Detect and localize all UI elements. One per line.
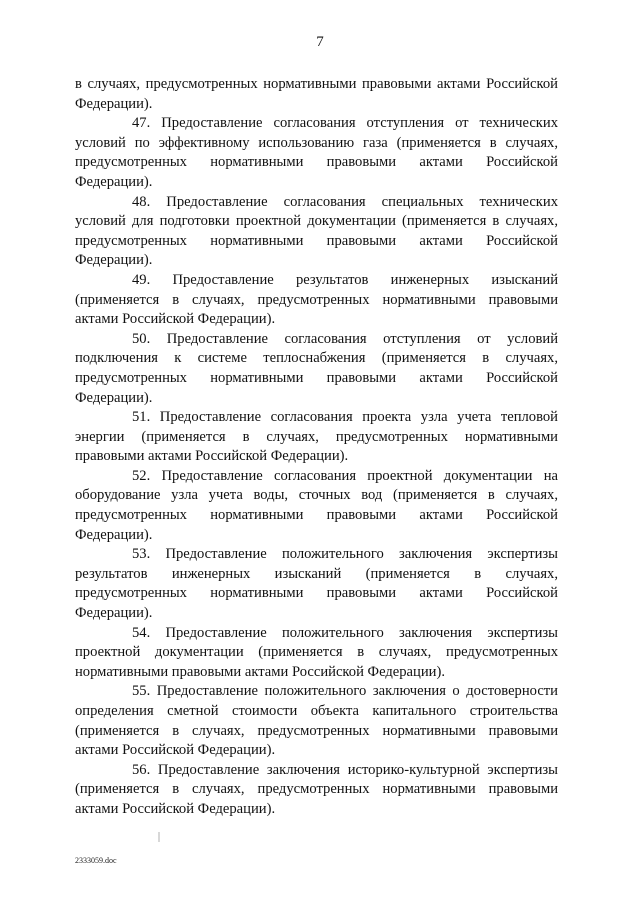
page-number: 7 [316,34,324,50]
paragraph-55: 55. Предоставление положительного заключения о достоверности определения сметной стоимости объекта капитального строительства (применяется в случаях, предусмотренных нормативными правовыми актами Российской Федерации). [75,683,558,759]
paragraph-56: 56. Предоставление заключения историко-культурной экспертизы (применяется в случаях, предусмотренных нормативными правовыми актами Российской Федерации). [75,761,558,817]
paragraph-48: 48. Предоставление согласования специальных технических условий для подготовки проектной документации (применяется в случаях, предусмотренных нормативными правовыми актами Российской Федерации). [75,193,558,269]
document-body [75,75,558,820]
paragraph-52: 52. Предоставление согласования проектной документации на оборудование узла учета воды, сточных вод (применяется в случаях, предусмотренных нормативными правовыми актами Российской Федерации). [75,467,558,543]
paragraph-47: 47. Предоставление согласования отступления от технических условий по эффективному использованию газа (применяется в случаях, предусмотренных нормативными правовыми актами Российской Федерации). [75,115,558,190]
paragraph-54: 54. Предоставление положительного заключения экспертизы проектной документации (применяется в случаях, предусмотренных нормативными правовыми актами Российской Федерации). [75,624,558,680]
paragraph-49: 49. Предоставление результатов инженерных изысканий (применяется в случаях, предусмотренных нормативными правовыми актами Российской Федерации). [75,271,558,328]
scan-mark [158,832,160,842]
paragraph-50: 50. Предоставление согласования отступления от условий подключения к системе теплоснабжения (применяется в случаях, предусмотренных нормативными правовыми актами Российской Федерации). [75,330,558,406]
paragraph-53: 53. Предоставление положительного заключения экспертизы результатов инженерных изысканий (применяется в случаях, предусмотренных нормативными правовыми актами Российской Федерации). [75,546,558,622]
paragraph-51: 51. Предоставление согласования проекта узла учета тепловой энергии (применяется в случаях, предусмотренных нормативными правовыми актами Российской Федерации). [75,409,558,465]
footer-file-code: 2333059.doc [75,856,117,865]
paragraph-continuation: в случаях, предусмотренных нормативными правовыми актами Российской Федерации). [75,76,558,112]
